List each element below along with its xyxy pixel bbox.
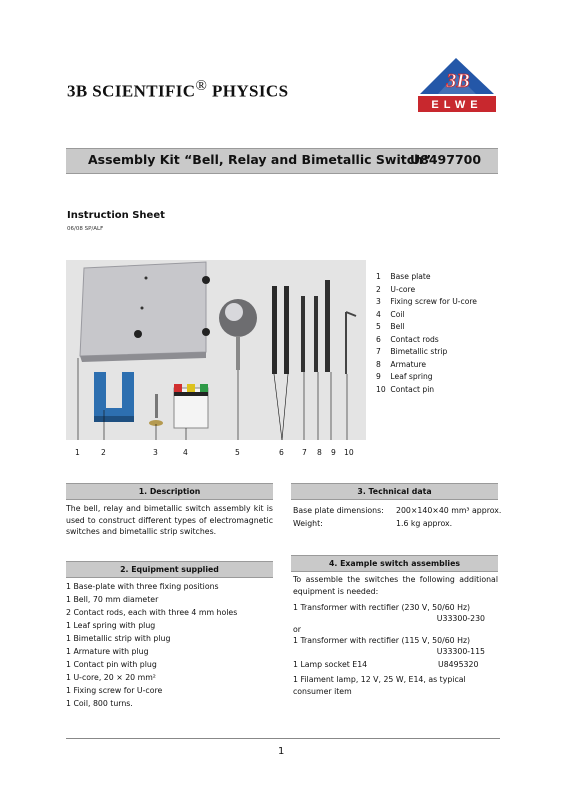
legend-label: Leaf spring [390,372,433,381]
section-heading-description: 1. Description [66,483,273,500]
callout-6: 6 [279,448,284,457]
legend-number: 2 [376,284,381,294]
example-code-230: U33300-230 [436,614,485,623]
legend-item [376,346,477,359]
callout-7: 7 [302,448,307,457]
list-item: 2 Contact rods, each with three 4 mm holes [66,608,238,617]
example-code-lamp-socket: U8495320 [438,660,479,669]
section-heading-examples: 4. Example switch assemblies [291,555,498,572]
tech-value-weight: 1.6 kg approx. [396,519,453,528]
example-item-filament-lamp: 1 Filament lamp, 12 V, 25 W, E14, as typical consumer item [293,675,466,696]
example-item-lamp-socket: 1 Lamp socket E14 [293,660,368,669]
examples-intro: To assemble the switches the following additional equipment is needed: [293,575,498,596]
logo-elwe-text: ELWE [431,99,483,111]
legend-label: Bell [390,322,405,331]
list-item: 1 Base-plate with three fixing positions [66,582,219,591]
description-text: The bell, relay and bimetallic switch assembly kit is used to construct different types of electromagnetic switches and bimetallic strip switches. [66,504,273,536]
logo-3b-text: 3B [446,70,470,92]
legend-label: Contact rods [390,334,439,344]
legend-item [376,334,477,347]
legend-label: Bimetallic strip [390,347,448,356]
legend-label: Armature [390,359,427,369]
legend-item [376,271,477,284]
callout-3: 3 [153,448,158,457]
legend-label: Contact pin [390,384,435,394]
legend-item [376,384,477,397]
legend-number: 5 [376,322,381,331]
section-heading-equipment: 2. Equipment supplied [66,561,273,578]
page-number: 1 [278,746,285,757]
issue-date: 06/08 SP/ALF [67,226,104,232]
list-item: 1 Bimetallic strip with plug [66,634,171,643]
example-item-transformer-115: 1 Transformer with rectifier (115 V, 50/60 Hz) [293,636,471,645]
legend-label: Base plate [390,272,431,281]
legend-number: 9 [376,372,381,381]
legend-number: 10 [376,384,386,394]
list-item: 1 Leaf spring with plug [66,621,156,630]
legend-number: 3 [376,297,381,306]
legend-number: 4 [376,309,381,319]
callout-4: 4 [183,448,188,457]
figure-legend [376,271,477,396]
kit-photo [66,260,366,440]
callout-2: 2 [101,448,106,457]
brand-title [67,78,288,102]
footer-divider [66,738,500,739]
callout-9: 9 [331,448,336,457]
legend-number: 1 [376,272,381,281]
tech-label-weight: Weight: [293,519,323,528]
legend-label: U-core [390,284,416,294]
legend-item [376,359,477,372]
callout-10: 10 [344,448,354,457]
legend-number: 6 [376,334,381,344]
legend-item [376,309,477,322]
list-item: 1 Bell, 70 mm diameter [66,595,159,604]
equipment-list [66,580,276,710]
legend-number: 7 [376,347,381,356]
legend-item [376,284,477,297]
legend-item [376,321,477,334]
callout-1: 1 [75,448,80,457]
callout-5: 5 [235,448,240,457]
elwe-logo [416,54,498,114]
registered-mark: ® [195,78,208,94]
list-item: 1 U-core, 20 × 20 mm² [66,673,156,682]
brand-suffix: PHYSICS [211,81,289,101]
list-item: 1 Fixing screw for U-core [66,686,163,695]
brand-name: 3B SCIENTIFIC [67,81,196,101]
example-item-transformer-230: 1 Transformer with rectifier (230 V, 50/60 Hz) [293,603,471,612]
example-code-115: U33300-115 [436,647,485,656]
tech-value-dimensions: 200×140×40 mm³ approx. [396,506,502,515]
legend-item [376,296,477,309]
example-or: or [293,625,301,634]
list-item: 1 Coil, 800 turns. [66,699,133,708]
tech-label-dimensions: Base plate dimensions: [293,506,384,515]
product-title: Assembly Kit “Bell, Relay and Bimetallic Switch” [88,152,432,167]
list-item: 1 Contact pin with plug [66,660,157,669]
legend-number: 8 [376,359,381,369]
legend-label: Coil [390,309,405,319]
callout-8: 8 [317,448,322,457]
legend-item [376,371,477,384]
list-item: 1 Armature with plug [66,647,149,656]
instruction-sheet-heading: Instruction Sheet [67,210,165,221]
legend-label: Fixing screw for U-core [390,297,477,306]
product-code: U8497700 [410,152,482,167]
title-bar [66,148,498,174]
section-heading-technical: 3. Technical data [291,483,498,500]
